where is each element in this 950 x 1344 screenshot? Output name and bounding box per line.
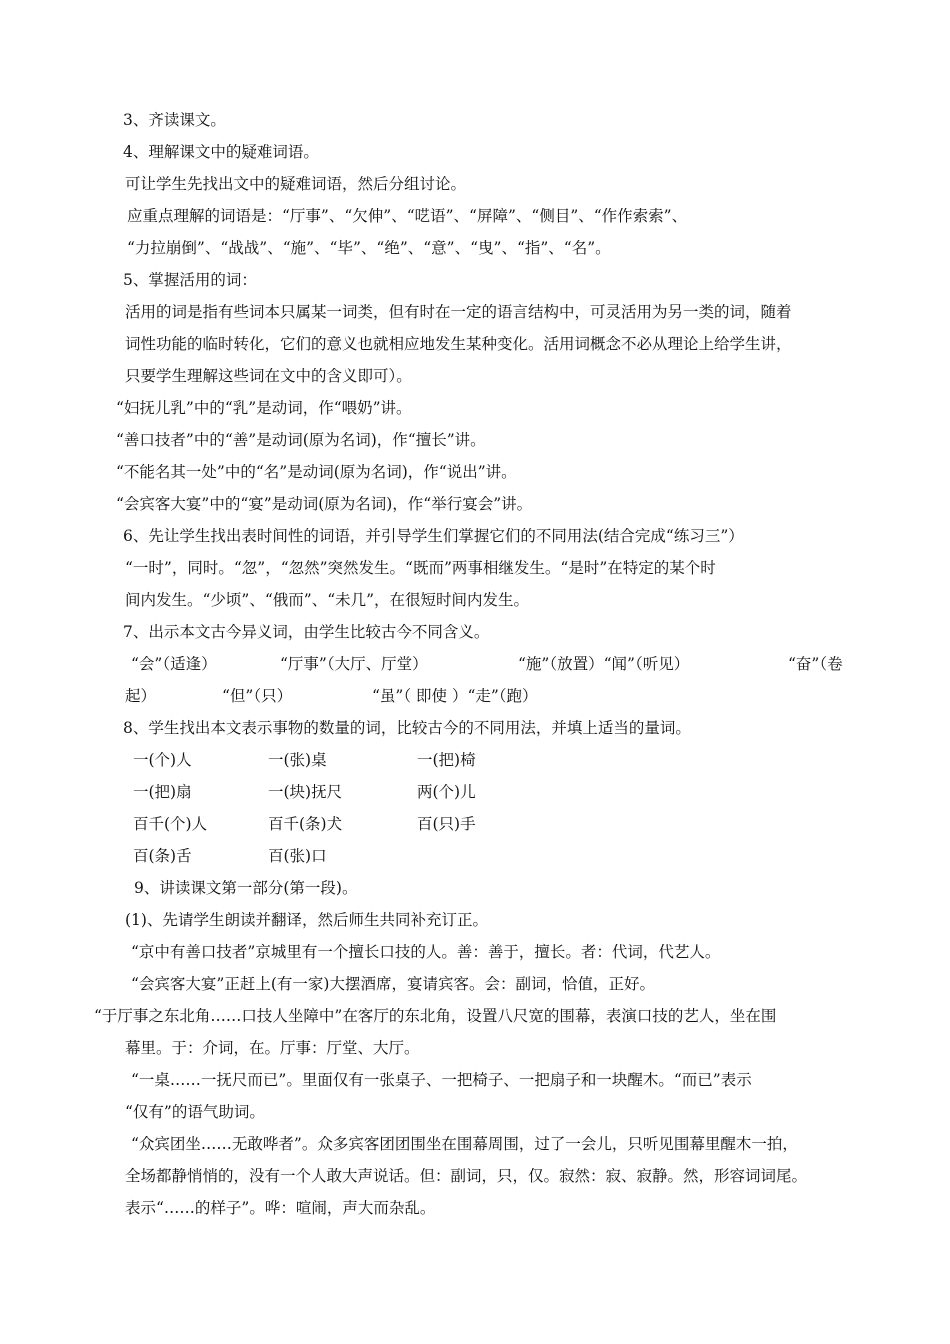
paragraph-line: “京中有善口技者”京城里有一个擅长口技的人。善：善于，擅长。者：代词，代艺人。: [131, 943, 721, 961]
item-5-heading: 5、掌握活用的词：: [123, 271, 257, 289]
paragraph-line: 表示“……的样子”。哗：喧闹，声大而杂乱。: [125, 1199, 436, 1217]
measure-word-cell: 一(张)桌: [268, 751, 327, 769]
paragraph-line: “会宾客大宴”中的“宴”是动词(原为名词)，作“举行宴会”讲。: [116, 495, 533, 513]
item-4-heading: 4、理解课文中的疑难词语。: [123, 143, 319, 161]
measure-word-cell: 一(块)抚尺: [268, 783, 343, 801]
measure-word-cell: 一(把)椅: [417, 751, 476, 769]
gujin-word: “但”（只）: [222, 687, 293, 705]
gujin-word: “会”（适逢）: [131, 655, 217, 673]
gujin-word: “奋”（卷: [788, 655, 843, 673]
measure-word-cell: 百(张)口: [268, 847, 327, 865]
paragraph-line: “众宾团坐……无敢哗者”。众多宾客团团围坐在围幕周围，过了一会儿，只听见围幕里醒木一拍，: [131, 1135, 798, 1153]
gujin-word: “厅事”（大厅、厅堂）: [280, 655, 428, 673]
paragraph-line: 可让学生先找出文中的疑难词语，然后分组讨论。: [125, 175, 467, 193]
gujin-word: 起）: [125, 687, 157, 705]
paragraph-line: “善口技者”中的“善”是动词(原为名词)，作“擅长”讲。: [116, 431, 486, 449]
paragraph-line: 只要学生理解这些词在文中的含义即可）。: [125, 367, 412, 385]
paragraph-line: “会宾客大宴”正赶上(有一家)大摆酒席，宴请宾客。会：副词，恰值，正好。: [131, 975, 655, 993]
paragraph-line: “妇抚儿乳”中的“乳”是动词，作“喂奶”讲。: [116, 399, 412, 417]
gujin-word: “施”（放置）“闻”（听见）: [518, 655, 690, 673]
paragraph-line: (1)、先请学生朗读并翻译，然后师生共同补充订正。: [125, 911, 488, 929]
item-8-heading: 8、学生找出本文表示事物的数量的词，比较古今的不同用法，并填上适当的量词。: [123, 719, 691, 737]
item-3-heading: 3、齐读课文。: [123, 111, 226, 129]
measure-word-cell: 百千(个)人: [133, 815, 208, 833]
paragraph-line: 应重点理解的词语是：“厅事”、“欠伸”、“呓语”、“屏障”、“侧目”、“作作索索”、: [127, 207, 688, 225]
paragraph-line: “仅有”的语气助词。: [125, 1103, 265, 1121]
paragraph-line: “一时”，同时。“忽”，“忽然”突然发生。“既而”两事相继发生。“是时”在特定的某个时: [125, 559, 716, 577]
item-6-heading: 6、先让学生找出表时间性的词语，并引导学生们掌握它们的不同用法(结合完成“练习三”）: [123, 527, 744, 545]
gujin-word: “虽”（ 即使 ）“走”（跑）: [372, 687, 538, 705]
paragraph-line: 活用的词是指有些词本只属某一词类，但有时在一定的语言结构中，可灵活用为另一类的词，随着: [125, 303, 792, 321]
item-9-heading: 9、讲读课文第一部分(第一段)。: [134, 879, 358, 897]
paragraph-line: 幕里。于：介词，在。厅事：厅堂、大厅。: [125, 1039, 420, 1057]
measure-word-cell: 百(只)手: [417, 815, 476, 833]
measure-word-cell: 两(个)儿: [417, 783, 476, 801]
measure-word-cell: 一(个)人: [133, 751, 192, 769]
paragraph-line: “力拉崩倒”、“战战”、“施”、“毕”、“绝”、“意”、“曳”、“指”、“名”。: [127, 239, 611, 257]
paragraph-line: 词性功能的临时转化，它们的意义也就相应地发生某种变化。活用词概念不必从理论上给学生讲，: [125, 335, 792, 353]
paragraph-line: “一桌……一抚尺而已”。里面仅有一张桌子、一把椅子、一把扇子和一块醒木。“而已”表示: [131, 1071, 752, 1089]
paragraph-line: “于厅事之东北角……口技人坐障中”在客厅的东北角，设置八尺宽的围幕，表演口技的艺人，坐在围: [94, 1007, 777, 1025]
paragraph-line: 全场都静悄悄的，没有一个人敢大声说话。但：副词，只，仅。寂然：寂、寂静。然，形容词词尾。: [125, 1167, 808, 1185]
paragraph-line: “不能名其一处”中的“名”是动词(原为名词)，作“说出”讲。: [116, 463, 517, 481]
measure-word-cell: 百千(条)犬: [268, 815, 343, 833]
item-7-heading: 7、出示本文古今异义词，由学生比较古今不同含义。: [123, 623, 490, 641]
measure-word-cell: 百(条)舌: [133, 847, 192, 865]
paragraph-line: 间内发生。“少顷”、“俄而”、“未几”，在很短时间内发生。: [125, 591, 530, 609]
measure-word-cell: 一(把)扇: [133, 783, 192, 801]
